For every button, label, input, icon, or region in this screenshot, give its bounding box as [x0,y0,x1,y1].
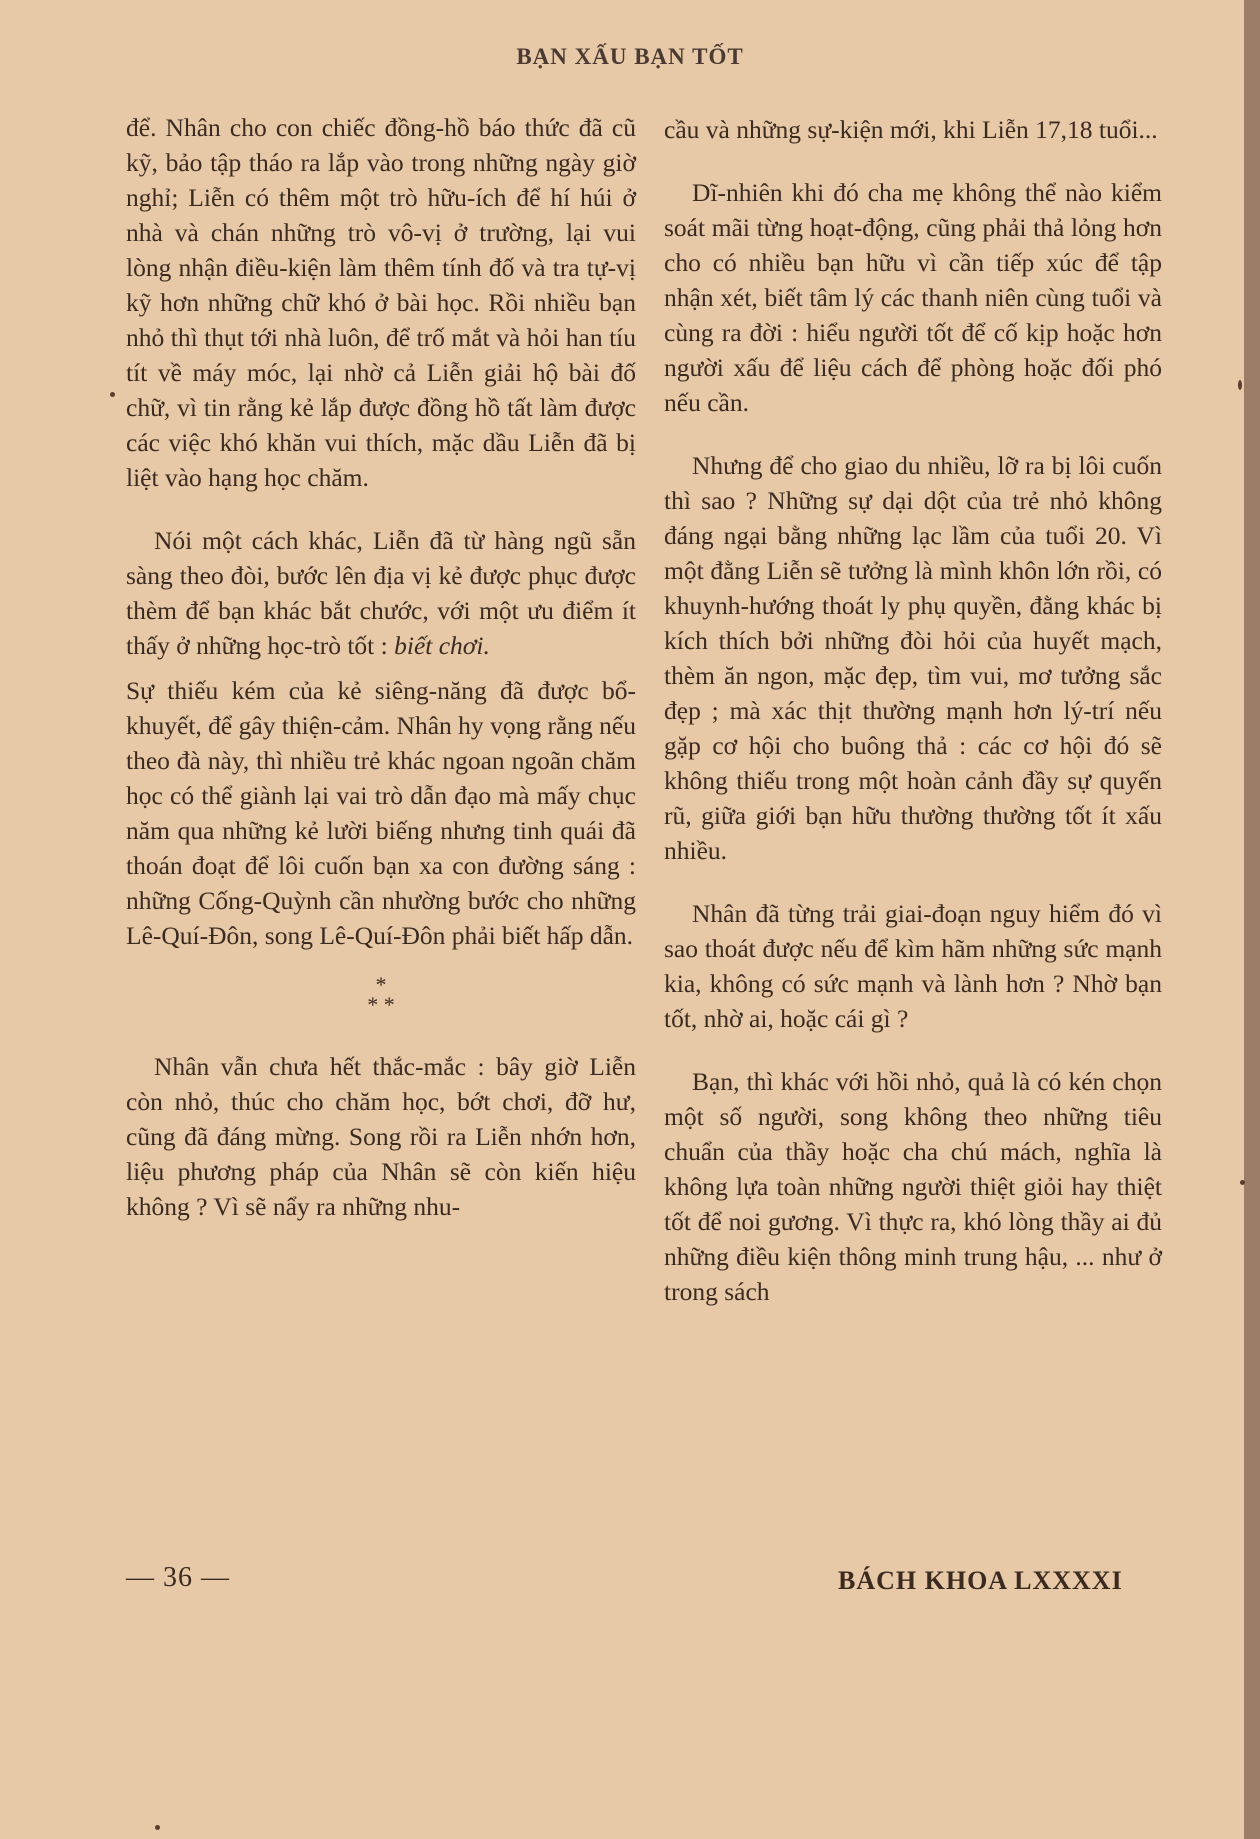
paper-speck [1238,380,1242,390]
divider-star-top: * [375,972,387,997]
divider-star-bottom: * * [367,992,395,1017]
paragraph: Nhân vẫn chưa hết thắc-mắc : bây giờ Liễn còn nhỏ, thúc cho chăm học, bớt chơi, đỡ hư, cũng đã đáng mừng. Song rồi ra Liễn nhớn hơn, liệu phương pháp của Nhân sẽ còn kiến hiệu không ? Vì sẽ nẩy ra những nhu- [126,1052,636,1221]
paragraph: cầu và những sự-kiện mới, khi Liễn 17,18 tuổi... [664,115,1158,144]
paragraph: Sự thiếu kém của kẻ siêng-năng đã được bổ-khuyết, để gây thiện-cảm. Nhân hy vọng rằng nếu theo đà này, thì nhiều trẻ khác ngoan ngoãn chăm học có thể giành lại vai trò dẫn đạo mà mấy chục năm qua những kẻ lười biếng nhưng tinh quái đã thoán đoạt để lôi cuốn bạn xa con đường sáng : những Cống-Quỳnh cần nhường bước cho những Lê-Quí-Đôn, song Lê-Quí-Đôn phải biết hấp dẫn. [126,676,636,950]
section-divider [126,972,636,1017]
paper-speck [1240,1180,1245,1185]
paragraph [126,523,636,663]
running-header: BẠN XẤU BẠN TỐT [516,44,744,69]
paragraph: Bạn, thì khác với hồi nhỏ, quả là có kén chọn một số người, song không theo những tiêu chuẩn của thầy hoặc cha chú mách, nghĩa là không lựa toàn những người thiệt giỏi hay thiệt tốt để noi gương. Vì thực ra, khó lòng thầy ai đủ những điều kiện thông minh trung hậu, ... như ở trong sách [664,1067,1162,1306]
paragraph-text: Nói một cách khác, Liễn đã từ hàng ngũ sẵn sàng theo đòi, bước lên địa vị kẻ được phục được thèm để bạn khác bắt chước, với một ưu điểm ít thấy ở những học-trò tốt : [126,526,636,660]
right-column [664,112,1162,1309]
paragraph: Nhưng để cho giao du nhiều, lỡ ra bị lôi cuốn thì sao ? Những sự dại dột của trẻ nhỏ không đáng ngại bằng những lạc lầm của tuổi 20. Vì một đằng Liễn sẽ tưởng là mình khôn lớn rồi, có khuynh-hướng thoát ly phụ quyền, đằng khác bị kích thích bởi những đòi hỏi của huyết mạch, thèm ăn ngon, mặc đẹp, tìm vui, mơ tưởng sắc đẹp ; mà xác thịt thường mạnh hơn lý-trí nếu gặp cơ hội cho buông thả : các cơ hội đó sẽ không thiếu trong một hoàn cảnh đầy sự quyến rũ, giữa giới bạn hữu thường thường tốt ít xấu nhiều. [664,451,1162,865]
paragraph: để. Nhân cho con chiếc đồng-hồ báo thức đã cũ kỹ, bảo tập tháo ra lắp vào trong những ngày giờ nghỉ; Liễn có thêm một trò hữu-ích để hí húi ở nhà và chán những trò vô-vị ở trường, lại vui lòng nhận điều-kiện làm thêm tính đố và tra tự-vị kỹ hơn những chữ khó ở bài học. Rồi nhiều bạn nhỏ thì thụt tới nhà luôn, để trố mắt và hỏi han tíu tít về máy móc, lại nhờ cả Liễn giải hộ bài đố chữ, vì tin rằng kẻ lắp được đồng hồ tất làm được các việc khó khăn vui thích, mặc dầu Liễn đã bị liệt vào hạng học chăm. [126,113,636,492]
paragraph: Dĩ-nhiên khi đó cha mẹ không thể nào kiểm soát mãi từng hoạt-động, cũng phải thả lỏng hơn cho có nhiều bạn hữu vì cần tiếp xúc để tập nhận xét, biết tâm lý các thanh niên cùng tuổi và cùng ra đời : hiểu người tốt để cố kịp hoặc hơn người xấu để liệu cách để phòng hoặc đối phó nếu cần. [664,178,1162,417]
left-column [126,110,636,1224]
paper-speck [155,1825,160,1830]
paragraph: Nhân đã từng trải giai-đoạn nguy hiểm đó vì sao thoát được nếu để kìm hãm những sức mạnh kia, không có sức mạnh và lành hơn ? Nhờ bạn tốt, nhờ ai, hoặc cái gì ? [664,899,1162,1033]
paper-speck [110,392,115,397]
emphasis-text: biết chơi. [394,631,490,660]
page-edge-shadow [1244,0,1260,1839]
publication-name: BÁCH KHOA LXXXXI [838,1566,1123,1595]
page-number: — 36 — [126,1562,230,1593]
